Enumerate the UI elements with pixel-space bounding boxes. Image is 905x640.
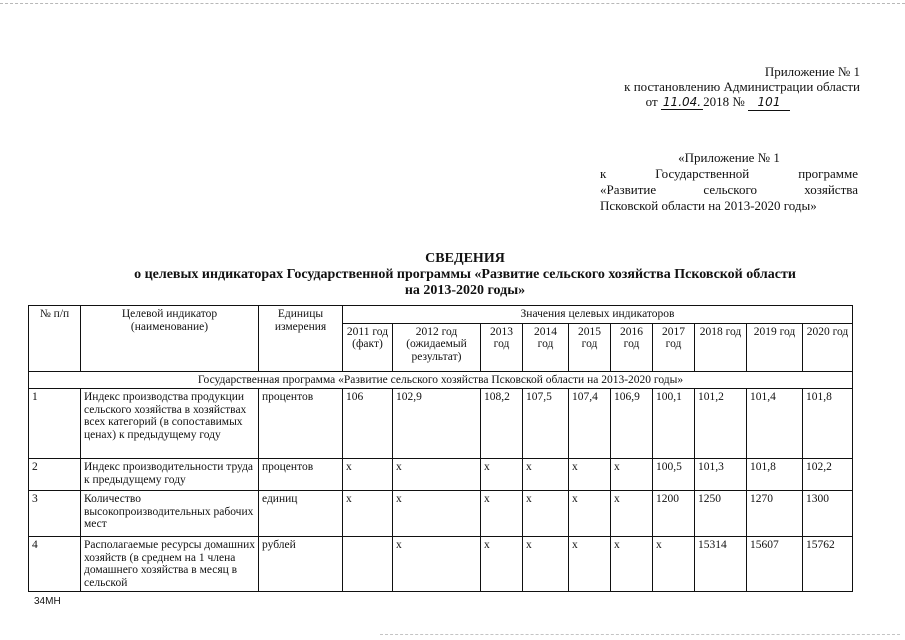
document-heading [60, 251, 870, 299]
row-value: 101,8 [803, 389, 853, 459]
appendix-date-line [560, 94, 860, 111]
row-value [343, 537, 393, 592]
header-year: 2015 год [569, 323, 611, 371]
row-value: х [611, 491, 653, 537]
row-value: х [343, 491, 393, 537]
heading-subtitle-1: о целевых индикаторах Государственной программы «Развитие сельского хозяйства Псковской области [134, 267, 796, 282]
row-value: 1270 [747, 491, 803, 537]
row-value: 102,2 [803, 459, 853, 491]
handwritten-date: 11.04. [662, 95, 702, 109]
row-value: 101,3 [695, 459, 747, 491]
date-suffix: 2018 № [703, 94, 745, 109]
program-appendix-title: «Приложение № 1 [678, 150, 780, 165]
row-value: 15607 [747, 537, 803, 592]
row-value: х [569, 537, 611, 592]
row-value: 1200 [653, 491, 695, 537]
row-value: х [393, 459, 481, 491]
row-value: 100,5 [653, 459, 695, 491]
word: к [600, 166, 607, 181]
row-value: 106,9 [611, 389, 653, 459]
header-year: 2013 год [481, 323, 523, 371]
heading-subtitle-2: на 2013-2020 годы» [404, 283, 526, 298]
row-value: х [393, 491, 481, 537]
row-value: х [569, 459, 611, 491]
table-row [29, 459, 853, 491]
header-values-group: Значения целевых индикаторов [343, 306, 853, 324]
row-value: 106 [343, 389, 393, 459]
row-value: 101,8 [747, 459, 803, 491]
header-year: 2014 год [523, 323, 569, 371]
table-row [29, 491, 853, 537]
row-value: х [343, 459, 393, 491]
scan-edge-top [0, 3, 905, 4]
row-value: 102,9 [393, 389, 481, 459]
indicators-table [28, 305, 853, 592]
header-num: № п/п [29, 306, 81, 372]
row-indicator: Индекс производства продукции сельского хозяйства в хозяйствах всех категорий (в сопоставимых ценах) к предыдущему году [81, 389, 259, 459]
row-num: 4 [29, 537, 81, 592]
word: сельского [703, 182, 757, 197]
appendix-block [560, 64, 860, 111]
program-appendix-line3 [600, 182, 858, 198]
word: хозяйства [804, 182, 858, 197]
row-units: процентов [259, 389, 343, 459]
header-year: 2011 год (факт) [343, 323, 393, 371]
program-appendix-line4: Псковской области на 2013-2020 годы» [600, 198, 817, 213]
row-value: х [611, 537, 653, 592]
row-value: 1250 [695, 491, 747, 537]
heading-title: СВЕДЕНИЯ [425, 251, 505, 266]
header-year: 2020 год [803, 323, 853, 371]
row-units: процентов [259, 459, 343, 491]
word: Государственной [655, 166, 750, 181]
row-value: 101,4 [747, 389, 803, 459]
table-header-row [29, 306, 853, 324]
row-value: 1300 [803, 491, 853, 537]
row-units: единиц [259, 491, 343, 537]
row-value: х [653, 537, 695, 592]
row-indicator: Индекс производительности труда к предыдущему году [81, 459, 259, 491]
program-row-label: Государственная программа «Развитие сельского хозяйства Псковской области на 2013-2020 годы» [29, 371, 853, 389]
header-year: 2016 год [611, 323, 653, 371]
row-value: х [393, 537, 481, 592]
date-prefix: от [645, 94, 658, 109]
program-appendix-block [600, 150, 858, 214]
row-value: 15314 [695, 537, 747, 592]
row-value: х [611, 459, 653, 491]
row-value: х [569, 491, 611, 537]
header-year: 2017 год [653, 323, 695, 371]
row-value: 107,5 [523, 389, 569, 459]
program-appendix-line2 [600, 166, 858, 182]
row-value: 108,2 [481, 389, 523, 459]
row-num: 2 [29, 459, 81, 491]
row-num: 3 [29, 491, 81, 537]
row-value: х [481, 459, 523, 491]
row-value: х [481, 537, 523, 592]
row-indicator: Количество высокопроизводительных рабочих мест [81, 491, 259, 537]
row-value: 107,4 [569, 389, 611, 459]
handwritten-number: 101 [748, 95, 790, 111]
appendix-decree-line: к постановлению Администрации области [624, 79, 860, 94]
word: «Развитие [600, 182, 657, 197]
row-value: 15762 [803, 537, 853, 592]
row-units: рублей [259, 537, 343, 592]
row-value: 100,1 [653, 389, 695, 459]
row-value: х [523, 459, 569, 491]
row-value: х [481, 491, 523, 537]
scan-edge-bottom [380, 634, 900, 635]
header-year: 2018 год [695, 323, 747, 371]
table-row [29, 537, 853, 592]
appendix-title: Приложение № 1 [764, 64, 860, 79]
row-indicator: Располагаемые ресурсы домашних хозяйств (в среднем на 1 члена домашнего хозяйства в месяц в сельской [81, 537, 259, 592]
row-value: 101,2 [695, 389, 747, 459]
word: программе [798, 166, 858, 181]
header-year: 2012 год (ожидаемый результат) [393, 323, 481, 371]
row-value: х [523, 537, 569, 592]
footer-code: 34МН [34, 596, 61, 607]
header-year: 2019 год [747, 323, 803, 371]
header-indicator: Целевой индикатор (наименование) [81, 306, 259, 372]
header-units: Единицы измерения [259, 306, 343, 372]
row-value: х [523, 491, 569, 537]
row-num: 1 [29, 389, 81, 459]
program-row [29, 371, 853, 389]
table-row [29, 389, 853, 459]
